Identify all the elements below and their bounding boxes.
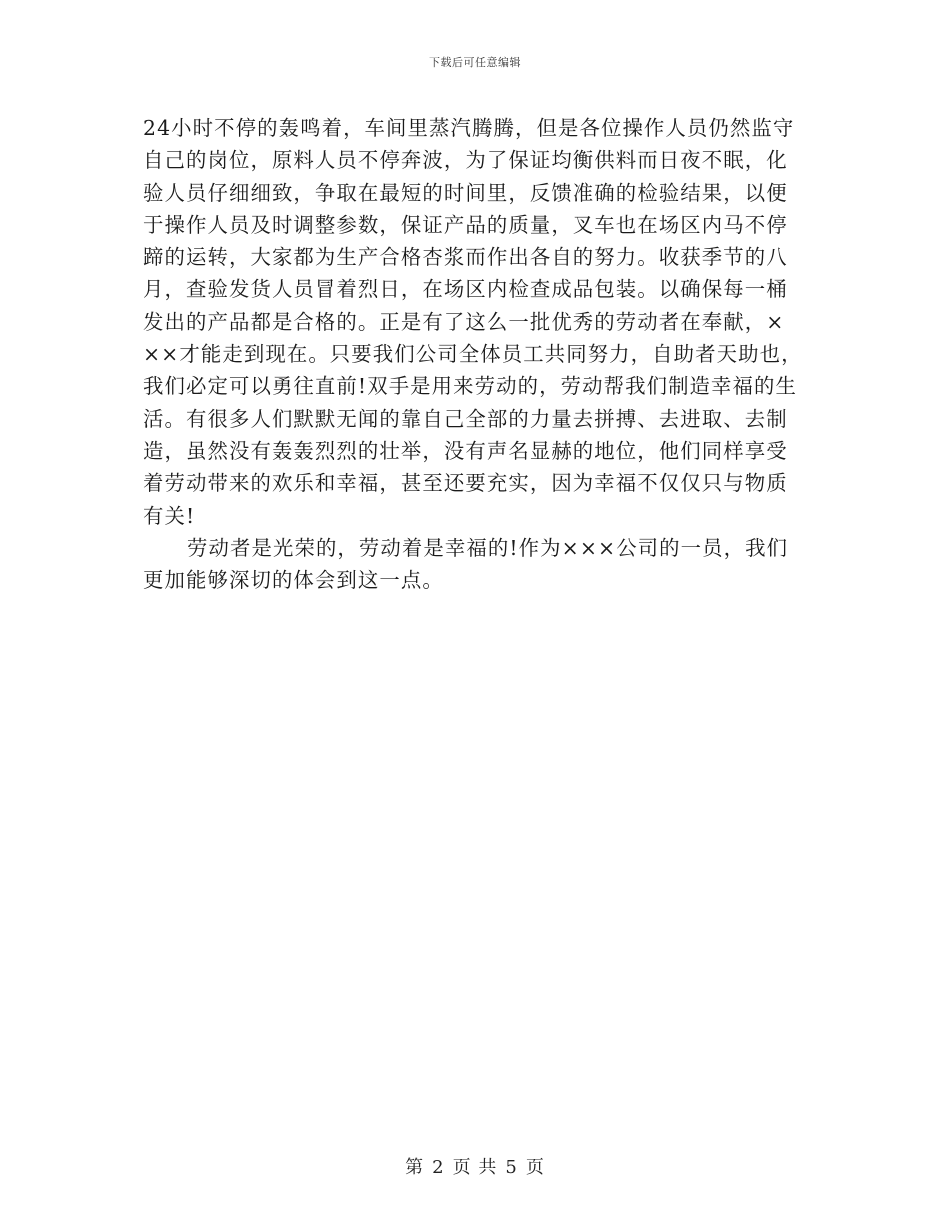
page-label-prefix: 第: [405, 1157, 425, 1178]
text-line: 于操作人员及时调整参数，保证产品的质量，叉车也在场区内马不停: [143, 212, 788, 237]
paragraph-start-line: 劳动者是光荣的，劳动着是幸福的!作为×××公司的一员，我们: [187, 535, 789, 560]
text-line: 有关!: [143, 503, 196, 528]
text-line: 活。有很多人们默默无闻的靠自己全部的力量去拼搏、去进取、去制: [143, 406, 788, 431]
body-text: [143, 112, 811, 596]
text-line: 自己的岗位，原料人员不停奔波，为了保证均衡供料而日夜不眠，化: [143, 148, 788, 173]
total-pages-number: 5: [505, 1157, 518, 1178]
text-line: 我们必定可以勇往直前!双手是用来劳动的，劳动帮我们制造幸福的生: [143, 374, 798, 399]
page-number-footer: [0, 1153, 950, 1179]
text-line: 更加能够深切的体会到这一点。: [143, 568, 444, 593]
text-line: 验人员仔细细致，争取在最短的时间里，反馈准确的检验结果，以便: [143, 180, 788, 205]
page-label-mid: 页 共: [452, 1157, 498, 1178]
text-line: 24小时不停的轰鸣着，车间里蒸汽腾腾，但是各位操作人员仍然监守: [143, 116, 795, 140]
text-line: 发出的产品都是合格的。正是有了这么一批优秀的劳动者在奉献，×: [143, 309, 785, 334]
text-line: 蹄的运转，大家都为生产合格杏浆而作出各自的努力。收获季节的八: [143, 245, 788, 270]
current-page-number: 2: [432, 1157, 445, 1178]
text-line: ××才能走到现在。只要我们公司全体员工共同努力，自助者天助也，: [143, 342, 803, 367]
page-header: 下载后可任意编辑: [429, 56, 521, 69]
page-label-suffix: 页: [525, 1157, 545, 1178]
text-line: 造，虽然没有轰轰烈烈的壮举，没有声名显赫的地位，他们同样享受: [143, 438, 788, 463]
text-line: 月，查验发货人员冒着烈日，在场区内检查成品包装。以确保每一桶: [143, 277, 788, 302]
text-line: 着劳动带来的欢乐和幸福，甚至还要充实，因为幸福不仅仅只与物质: [143, 471, 788, 496]
